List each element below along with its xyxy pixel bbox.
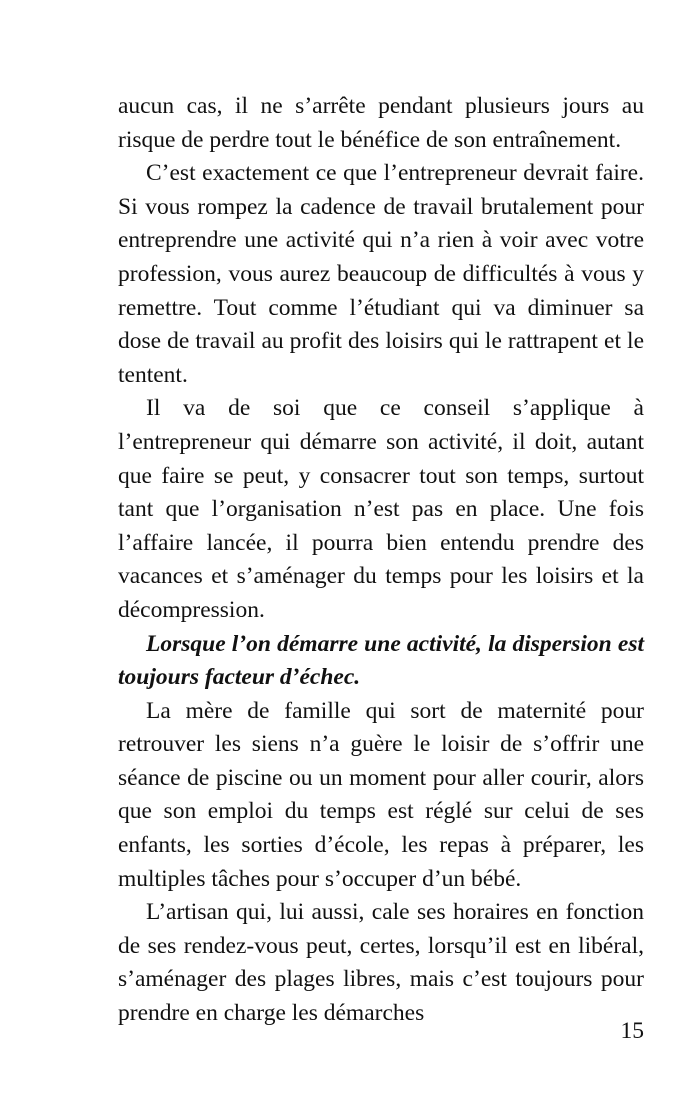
emphasized-statement: Lorsque l’on démarre une activité, la dispersion est toujours facteur d’échec. bbox=[118, 630, 644, 691]
page-number: 15 bbox=[620, 1018, 644, 1044]
paragraph-3: Il va de soi que ce conseil s’applique à l’entrepreneur qui démarre son activité, il doit, autant que faire se peut, y consacrer tout son temps, surtout tant que l’organisation n’est pas en place. Une fois l’affaire lancée, il pourra bien entendu prendre des vacances et s’aménager du temps pour les loisirs et la décompression. bbox=[118, 395, 644, 623]
paragraph-1: aucun cas, il ne s’arrête pendant plusieurs jours au risque de perdre tout le bénéfice de son entraînement. bbox=[118, 93, 644, 153]
page-body bbox=[118, 90, 644, 1031]
paragraph-2: C’est exactement ce que l’entrepreneur devrait faire. Si vous rompez la cadence de travail brutalement pour entreprendre une activité qui n’a rien à voir avec votre profession, vous aurez beaucoup de difficultés à vous y remettre. Tout comme l’étudiant qui va diminuer sa dose de travail au profit des loisirs qui le rattrapent et le tentent. bbox=[118, 160, 644, 388]
paragraph-6: L’artisan qui, lui aussi, cale ses horaires en fonction de ses rendez-vous peut, certes, lorsqu’il est en libéral, s’aménager des plages libres, mais c’est toujours pour prendre en charge les démarches bbox=[118, 899, 644, 1027]
paragraph-5: La mère de famille qui sort de maternité pour retrouver les siens n’a guère le loisir de s’offrir une séance de piscine ou un moment pour aller courir, alors que son emploi du temps est réglé sur celui de ses enfants, les sorties d’école, les repas à préparer, les multiples tâches pour s’occuper d’un bébé. bbox=[118, 697, 644, 892]
